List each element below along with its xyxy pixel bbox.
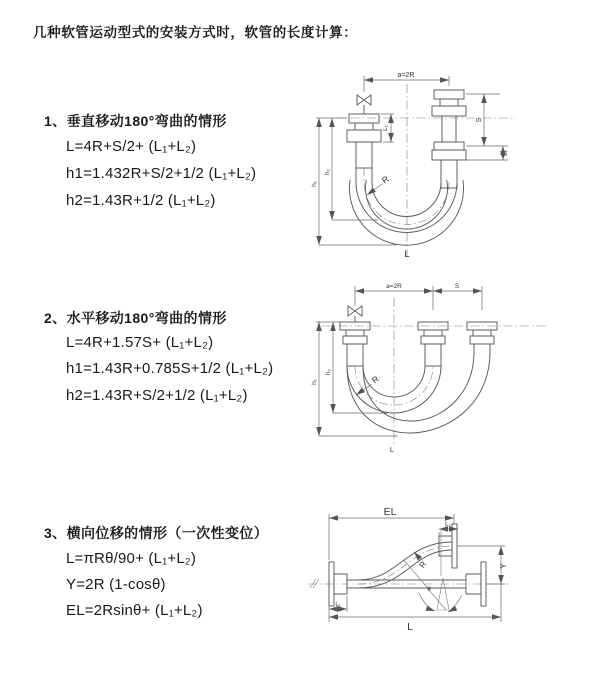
section-3-formula-el: EL=2Rsinθ+ (L₁+L₂): [66, 602, 203, 619]
angle-construction: [404, 530, 462, 612]
dim-label-a2r: a=2R: [386, 283, 402, 290]
diagram-horizontal-180-bend: [306, 280, 586, 458]
braid-section: [356, 142, 372, 168]
break-mark: [310, 579, 319, 588]
dim-label-y: Y: [499, 563, 508, 569]
dim-label-l1: L₁: [382, 125, 389, 131]
section-1-formula-h2: h2=1.43R+1/2 (L₁+L₂): [66, 192, 216, 209]
left-fitting: [340, 322, 370, 366]
dim-label-theta: θ: [427, 586, 431, 593]
valve-icon: [348, 306, 362, 322]
braid-section: [347, 344, 363, 366]
diagram-lateral-displacement: [300, 498, 600, 660]
left-fitting: [347, 114, 381, 168]
section-1-formula-l: L=4R+S/2+ (L₁+L₂): [66, 138, 197, 155]
dim-label-el: EL: [383, 506, 397, 518]
dim-label-r: R: [369, 373, 381, 386]
dim-label-l: L: [404, 249, 410, 260]
section-3-heading: 3、横向位移的情形（一次性变位）: [44, 525, 269, 541]
braid-section: [425, 344, 441, 366]
section-2-formula-h2: h2=1.43R+S/2+1/2 (L₁+L₂): [66, 387, 248, 404]
dim-label-r: R: [417, 559, 429, 570]
dim-label-l2: L₂: [503, 150, 509, 156]
dimensions: [311, 72, 509, 260]
hose-displaced-position: [358, 542, 452, 588]
dim-label-h2: h₂: [324, 168, 331, 176]
section-2-heading: 2、水平移动180°弯曲的情形: [44, 310, 227, 326]
middle-fitting: [418, 322, 448, 366]
section-2-formula-l: L=4R+1.57S+ (L₁+L₂): [66, 334, 214, 351]
hose-u-bend: [347, 352, 490, 433]
dim-label-l: L: [389, 445, 395, 454]
section-3-formula-y: Y=2R (1-cosθ): [66, 576, 166, 593]
section-3-formula-l: L=πRθ/90+ (L₁+L₂): [66, 550, 197, 567]
section-2-formula-h1: h1=1.43R+0.785S+1/2 (L₁+L₂): [66, 360, 274, 377]
dim-label-r: R: [379, 173, 391, 186]
dim-label-l1: L₁: [335, 602, 341, 608]
page-title: 几种软管运动型式的安装方式时，软管的长度计算：: [33, 25, 358, 40]
section-1-heading: 1、垂直移动180°弯曲的情形: [44, 113, 227, 129]
dim-label-a2r: a=2R: [397, 72, 415, 79]
dim-label-s: S: [454, 283, 460, 290]
right-fitting: [467, 322, 497, 352]
dim-label-s: S: [476, 117, 483, 123]
hose-u-bend: [350, 168, 464, 245]
diagram-vertical-180-bend: [308, 68, 580, 260]
dimensions: [311, 283, 482, 454]
dim-label-h2: h₂: [325, 368, 332, 376]
dim-label-h1: h₁: [311, 181, 318, 187]
dim-label-l2: L₂: [445, 522, 451, 528]
dim-label-h1: h₁: [311, 379, 318, 385]
dim-label-l: L: [407, 621, 413, 633]
section-1-formula-h1: h1=1.432R+S/2+1/2 (L₁+L₂): [66, 165, 257, 182]
valve-icon: [357, 95, 371, 114]
right-fitting: [432, 90, 466, 188]
